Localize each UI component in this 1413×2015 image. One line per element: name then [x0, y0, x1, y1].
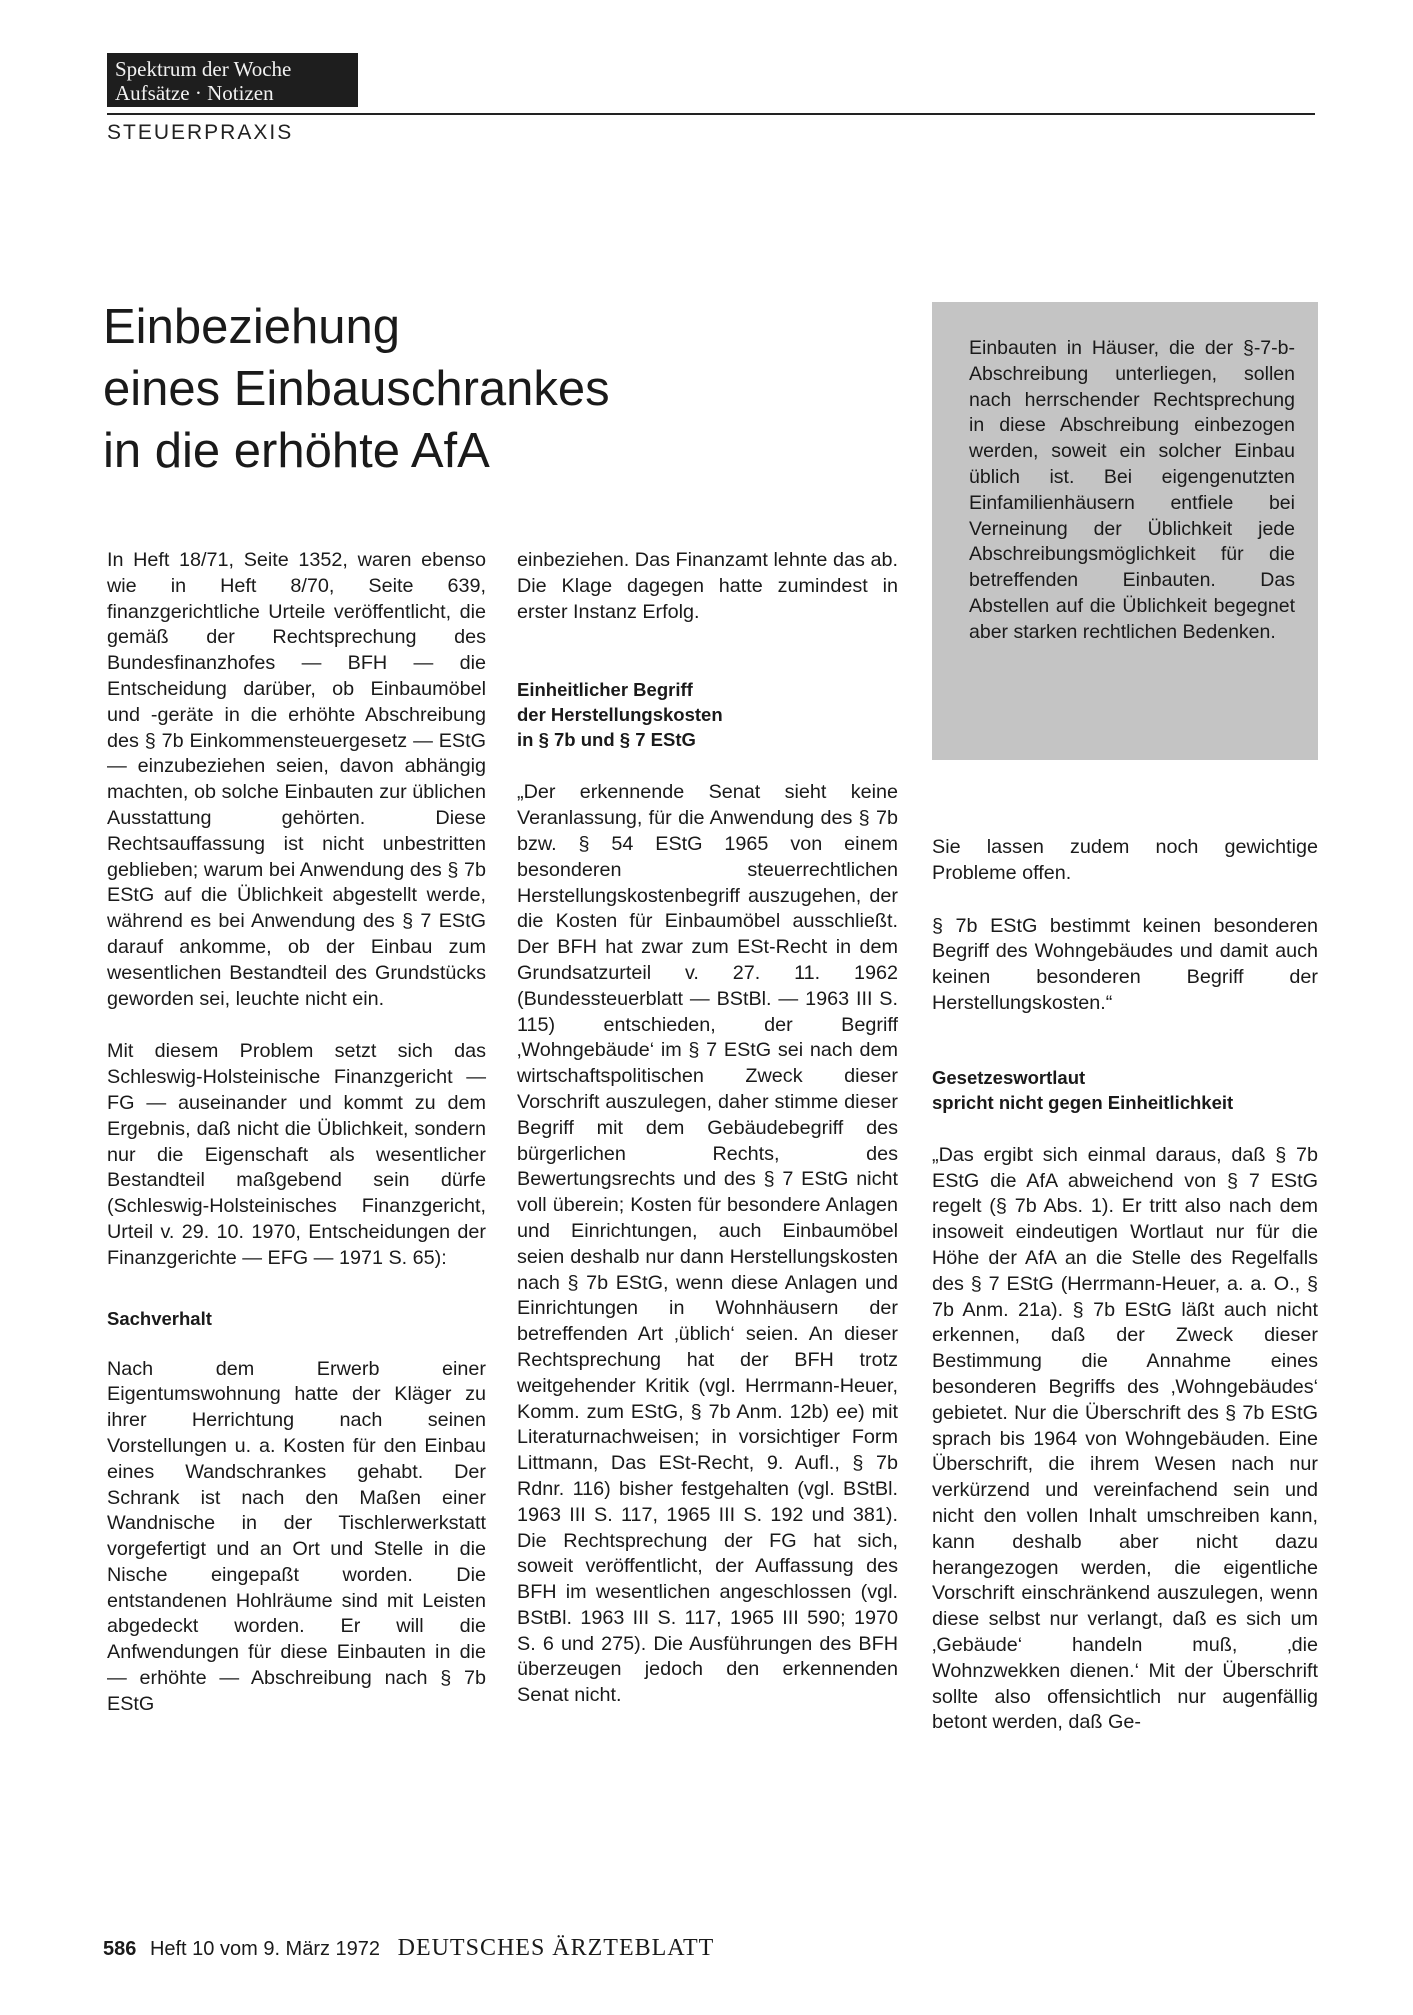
magazine-name: DEUTSCHES ÄRZTEBLATT [397, 1935, 715, 1961]
paragraph: Nach dem Erwerb einer Eigentumswohnung hatte der Kläger zu ihrer Herrichtung nach seinen Vorstellungen u. a. Kosten für den Einbau eines Wandschrankes gehabt. Der Schrank ist nach den Maßen einer Wandnische in der Tischlerwerkstatt vorgefertigt und an Ort und Stelle in die Nische eingepaßt worden. Die entstandenen Hohlräume sind mit Leisten abgedeckt worden. Er will die Anfwendungen für diese Einbauten in die — erhöhte — Abschreibung nach § 7b EStG [107, 1357, 486, 1715]
paragraph: In Heft 18/71, Seite 1352, waren ebenso wie in Heft 8/70, Seite 639, finanzgerichtliche Urteile veröffentlicht, die gemäß der Rechtsprechung des Bundesfinanzhofes — BFH — die Entscheidung darüber, ob Einbaumöbel und -geräte in die erhöhte Abschreibung des § 7b Einkommensteuergesetz — EStG — einzubeziehen seien, davon abhängig machten, ob solche Einbauten zur üblichen Ausstattung gehörten. Diese Rechtsauffassung ist nicht unbestritten geblieben; warum bei Anwendung des § 7b EStG auf die Üblichkeit abgestellt werde, während es bei Anwendung des § 7 EStG darauf ankomme, ob der Einbau zum wesentlichen Bestandteil des Grundstücks geworden sei, leuchte nicht ein. [107, 549, 486, 1010]
rubric-badge [107, 53, 358, 107]
text-column-2 [517, 548, 898, 1736]
paragraph: Sie lassen zudem noch gewichtige Probleme offen. [932, 836, 1318, 884]
subheading-herstellungskosten [517, 677, 898, 752]
headline-line-1: Einbeziehung [103, 300, 400, 354]
headline-line-3: in die erhöhte AfA [103, 424, 490, 478]
paragraph: Mit diesem Problem setzt sich das Schleswig-Holsteinische Finanzgericht — FG — auseinander und kommt zu dem Ergebnis, daß nicht die Üblichkeit, sondern nur die Eigenschaft als wesentlicher Bestandteil maßgebend sein dürfe (Schleswig-Holsteinisches Finanzgericht, Urteil v. 29. 10. 1970, Entscheidungen der Finanzgerichte — EFG — 1971 S. 65): [107, 1040, 486, 1269]
paragraph: „Der erkennende Senat sieht keine Veranlassung, für die Anwendung des § 7b bzw. § 54 EStG 1965 von einem besonderen steuerrechtlichen Herstellungskostenbegriff auszugehen, der die Kosten für Einbaumöbel ausschließt. Der BFH hat zwar zum ESt-Recht in dem Grundsatzurteil v. 27. 11. 1962 (Bundessteuerblatt — BStBl. — 1963 III S. 115) entschieden, der Begriff ‚Wohngebäude‘ im § 7 EStG sei nach dem wirtschaftspolitischen Zweck dieser Vorschrift auszulegen, daher stimme dieser Begriff mit dem Gebäudebegriff des bürgerlichen Rechts, des Bewertungsrechts und des § 7 EStG nicht voll überein; Kosten für besondere Anlagen und Einrichtungen, auch Einbaumöbel seien deshalb nur dann Herstellungskosten nach § 7b EStG, wenn diese Anlagen und Einrichtungen in Wohnhäusern der betreffenden Art ‚üblich‘ seien. An dieser Rechtsprechung hat der BFH trotz weitgehender Kritik (vgl. Herrmann-Heuer, Komm. zum EStG, § 7b Anm. 12b) ee) mit Literaturnachweisen; in vorsichtiger Form Littmann, Das ESt-Recht, 9. Aufl., § 7b Rdnr. 116) bisher festgehalten (vgl. BStBl. 1963 III S. 117, 1965 III S. 192 und 381). Die Rechtsprechung der FG hat sich, soweit veröffentlicht, der Auffassung des BFH im wesentlichen angeschlossen (vgl. BStBl. 1963 III S. 117, 1965 III 590; 1970 S. 6 und 275). Die Ausführungen des BFH überzeugen jedoch den erkennenden Senat nicht. [517, 781, 898, 1707]
subheading-line: Sachverhalt [107, 1307, 212, 1329]
section-label: STEUERPRAXIS [107, 121, 294, 144]
paragraph: „Das ergibt sich einmal daraus, daß § 7b EStG die AfA abweichend von § 7 EStG regelt (§ 7b Abs. 1). Er tritt also nach dem insoweit eindeutigen Wortlaut nur für die Höhe der AfA an die Stelle des Regelfalls des § 7 EStG (Herrmann-Heuer, a. a. O., § 7b Anm. 21a). § 7b EStG läßt auch nicht erkennen, daß der Zweck dieser Bestimmung die Annahme eines besonderen Begriffs des ‚Wohngebäudes‘ gebietet. Nur die Überschrift des § 7b EStG sprach bis 1964 von Wohngebäuden. Eine Überschrift, die ihrem Wesen nach nur verkürzend und vereinfachend sein und nicht den vollen Inhalt umschreiben kann, kann deshalb aber nicht dazu herangezogen werden, die eigentliche Vorschrift einschränkend auszulegen, wenn diese selbst nur verlangt, daß es sich um ‚Gebäude‘ handeln muß, ‚die Wohnzwekken dienen.‘ Mit der Überschrift sollte also offensichtlich nur augenfällig betont werden, daß Ge- [932, 1143, 1318, 1734]
subheading-line: spricht nicht gegen Einheitlichkeit [932, 1091, 1234, 1113]
abstract-box [932, 302, 1318, 760]
rubric-line-2: Aufsätze · Notizen [115, 81, 274, 105]
header-rule [107, 113, 1315, 115]
subheading-sachverhalt [107, 1306, 486, 1331]
page-number: 586 [103, 1938, 137, 1960]
subheading-gesetzeswortlaut [932, 1065, 1318, 1115]
subheading-line: Gesetzeswortlaut [932, 1066, 1086, 1088]
text-column-1 [107, 548, 486, 1745]
rubric-line-1: Spektrum der Woche [115, 57, 292, 81]
subheading-line: Einheitlicher Begriff [517, 679, 693, 701]
article-headline [103, 296, 703, 482]
paragraph: § 7b EStG bestimmt keinen besonderen Begriff des Wohngebäudes und damit auch keinen besonderen Begriff der Herstellungskosten.“ [932, 914, 1318, 1014]
text-column-3 [932, 835, 1318, 1763]
subheading-line: der Herstellungskosten [517, 704, 723, 726]
issue-info: Heft 10 vom 9. März 1972 [149, 1938, 381, 1960]
paragraph: einbeziehen. Das Finanzamt lehnte das ab. Die Klage dagegen hatte zumindest in erster Instanz Erfolg. [517, 549, 898, 623]
abstract-text: Einbauten in Häuser, die der §-7-b-Abschreibung unterliegen, sollen nach herrschender Rechtsprechung in diese Abschreibung einbezogen werden, soweit ein solcher Einbau üblich ist. Bei eigengenutzten Einfamilienhäusern entfiele bei Verneinung der Üblichkeit jede Abschreibungsmöglichkeit für die betreffenden Einbauten. Das Abstellen auf die Üblichkeit begegnet aber starken rechtlichen Bedenken. [969, 337, 1295, 643]
headline-line-2: eines Einbauschrankes [103, 362, 610, 416]
page-footer [103, 1935, 714, 1962]
subheading-line: in § 7b und § 7 EStG [517, 729, 696, 751]
